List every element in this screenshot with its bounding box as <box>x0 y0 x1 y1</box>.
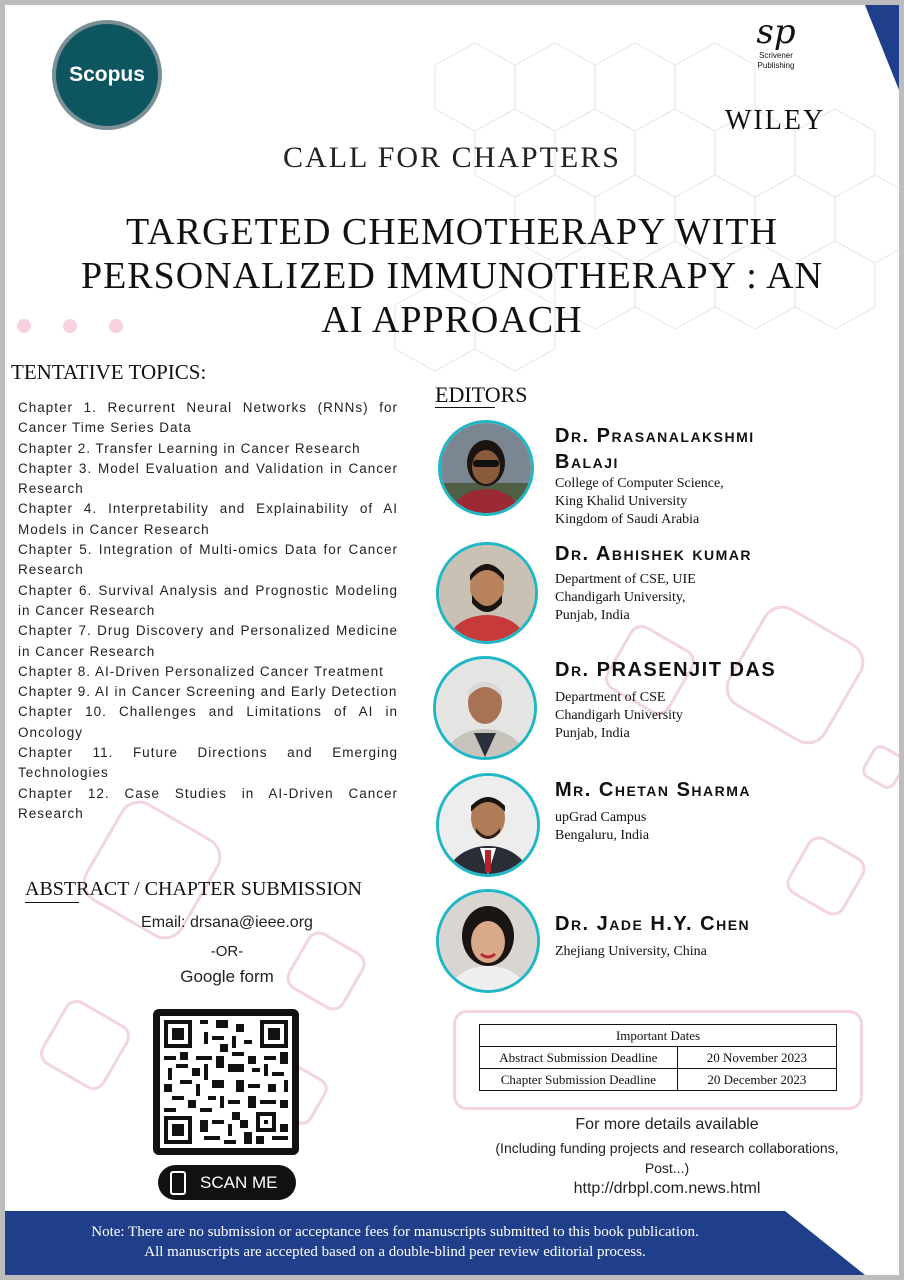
call-for-chapters-heading: CALL FOR CHAPTERS <box>283 141 621 174</box>
corner-accent <box>865 5 899 90</box>
google-form-link[interactable]: Google form <box>180 967 274 986</box>
person-photo-icon <box>436 659 534 757</box>
topic-item: Chapter 6. Survival Analysis and Prognostic Modeling in Cancer Research <box>18 582 398 618</box>
editor-name-line: Dr. PRASENJIT DAS <box>555 659 777 681</box>
table-row <box>480 1025 837 1047</box>
editor-name <box>555 423 755 475</box>
topic-item: Chapter 3. Model Evaluation and Validation in Cancer Research <box>18 460 398 497</box>
scrivener-line1: Scrivener <box>759 51 793 60</box>
more-details-subtext: (Including funding projects and research collaborations, Post...) <box>495 1140 839 1176</box>
topic-item: Chapter 9. AI in Cancer Screening and Early Detection <box>18 684 398 700</box>
editor-name <box>555 911 750 937</box>
submission-heading: ABSTRACT / CHAPTER SUBMISSION <box>25 878 362 900</box>
topics-heading: TENTATIVE TOPICS: <box>11 360 207 384</box>
scrivener-publishing-logo <box>745 13 807 71</box>
person-photo-icon <box>439 892 537 990</box>
affiliation-line: Punjab, India <box>555 726 630 741</box>
person-photo-icon <box>439 545 535 641</box>
footer-note <box>5 1211 899 1275</box>
deadline-date: 20 November 2023 <box>677 1047 836 1069</box>
qr-code[interactable] <box>153 1009 299 1155</box>
topic-item: Chapter 10. Challenges and Limitations of AI in Oncology <box>18 704 398 740</box>
important-dates-heading: Important Dates <box>480 1025 837 1047</box>
scrivener-line2: Publishing <box>757 61 795 70</box>
scopus-logo <box>52 20 162 130</box>
topic-item: Chapter 12. Case Studies in AI-Driven Cancer Research <box>18 785 398 821</box>
or-separator: -OR- <box>210 943 244 960</box>
affiliation-line: Kingdom of Saudi Arabia <box>555 512 700 527</box>
important-dates-table <box>479 1024 837 1091</box>
footer-band <box>5 1211 865 1275</box>
affiliation-line: College of Computer Science, <box>555 476 724 491</box>
affiliation-line: Bengaluru, India <box>555 828 650 843</box>
editors-heading: EDITORS <box>435 382 528 407</box>
wiley-logo: WILEY <box>725 105 826 136</box>
table-row <box>480 1069 837 1091</box>
note-line-1: Note: There are no submission or acceptance fees for manuscripts submitted to this book publication. <box>91 1224 699 1240</box>
phone-icon <box>170 1171 186 1195</box>
topic-item: Chapter 4. Interpretability and Explainability of AI Models in Cancer Research <box>18 501 398 537</box>
editor-photo <box>433 656 537 760</box>
note-line-2: All manuscripts are accepted based on a double-blind peer review editorial process. <box>144 1244 646 1260</box>
scrivener-mark: sp <box>756 12 796 52</box>
editor-name-line: Dr. Prasanalakshmi <box>555 425 755 447</box>
editor-name-line: Balaji <box>555 451 619 473</box>
editor-name <box>555 541 752 567</box>
editor-photo <box>436 889 540 993</box>
submission-email[interactable]: Email: drsana@ieee.org <box>141 914 313 931</box>
flyer-page <box>5 5 899 1275</box>
topic-item: Chapter 1. Recurrent Neural Networks (RNNs) for Cancer Time Series Data <box>18 400 398 436</box>
topic-item: Chapter 2. Transfer Learning in Cancer Research <box>18 440 361 456</box>
more-details-text: For more details available <box>575 1116 759 1133</box>
editor-photo <box>436 773 540 877</box>
affiliation-line: Chandigarh University, <box>555 590 686 605</box>
book-title <box>35 210 869 342</box>
title-line-2: PERSONALIZED IMMUNOTHERAPY : AN <box>80 255 824 297</box>
table-row <box>480 1047 837 1069</box>
person-photo-icon <box>441 423 531 513</box>
editor-affiliation <box>555 689 683 743</box>
editor-name-line: Dr. Abhishek kumar <box>555 543 753 565</box>
affiliation-line: Zhejiang University, China <box>555 944 707 959</box>
editor-name <box>555 777 751 803</box>
title-line-1: TARGETED CHEMOTHERAPY WITH <box>125 211 779 253</box>
affiliation-line: upGrad Campus <box>555 810 647 825</box>
more-details-url[interactable]: http://drbpl.com.news.html <box>573 1180 761 1197</box>
editors-heading-underline <box>435 407 495 408</box>
affiliation-line: Chandigarh University <box>555 708 683 723</box>
deadline-label: Chapter Submission Deadline <box>480 1069 678 1091</box>
affiliation-line: Punjab, India <box>555 608 630 623</box>
editor-name-line: Mr. Chetan Sharma <box>555 779 752 801</box>
deadline-label: Abstract Submission Deadline <box>480 1047 678 1069</box>
affiliation-line: King Khalid University <box>555 494 688 509</box>
editor-photo <box>436 542 538 644</box>
topic-item: Chapter 8. AI-Driven Personalized Cancer Treatment <box>18 663 384 679</box>
editor-name <box>555 657 776 683</box>
submission-heading-underline <box>25 902 79 903</box>
scopus-logo-text: Scopus <box>69 63 145 86</box>
topic-item: Chapter 11. Future Directions and Emerging Technologies <box>18 745 398 781</box>
editor-affiliation <box>555 943 707 961</box>
title-line-3: AI APPROACH <box>321 299 583 341</box>
affiliation-line: Department of CSE, UIE <box>555 572 696 587</box>
topics-list <box>18 398 398 824</box>
affiliation-line: Department of CSE <box>555 690 666 705</box>
editor-affiliation <box>555 809 649 845</box>
person-photo-icon <box>439 776 537 874</box>
deadline-date: 20 December 2023 <box>677 1069 836 1091</box>
editor-affiliation <box>555 571 696 625</box>
topic-item: Chapter 5. Integration of Multi-omics Data for Cancer Research <box>18 542 398 578</box>
editor-name-line: Dr. Jade H.Y. Chen <box>555 913 751 935</box>
topic-item: Chapter 7. Drug Discovery and Personalized Medicine in Cancer Research <box>18 623 398 659</box>
scan-me-button[interactable] <box>158 1165 296 1200</box>
decorative-dots <box>17 319 155 338</box>
scan-me-label: SCAN ME <box>200 1172 278 1192</box>
editor-affiliation <box>555 475 724 529</box>
editor-photo <box>438 420 534 516</box>
qr-code-pattern <box>160 1016 292 1148</box>
